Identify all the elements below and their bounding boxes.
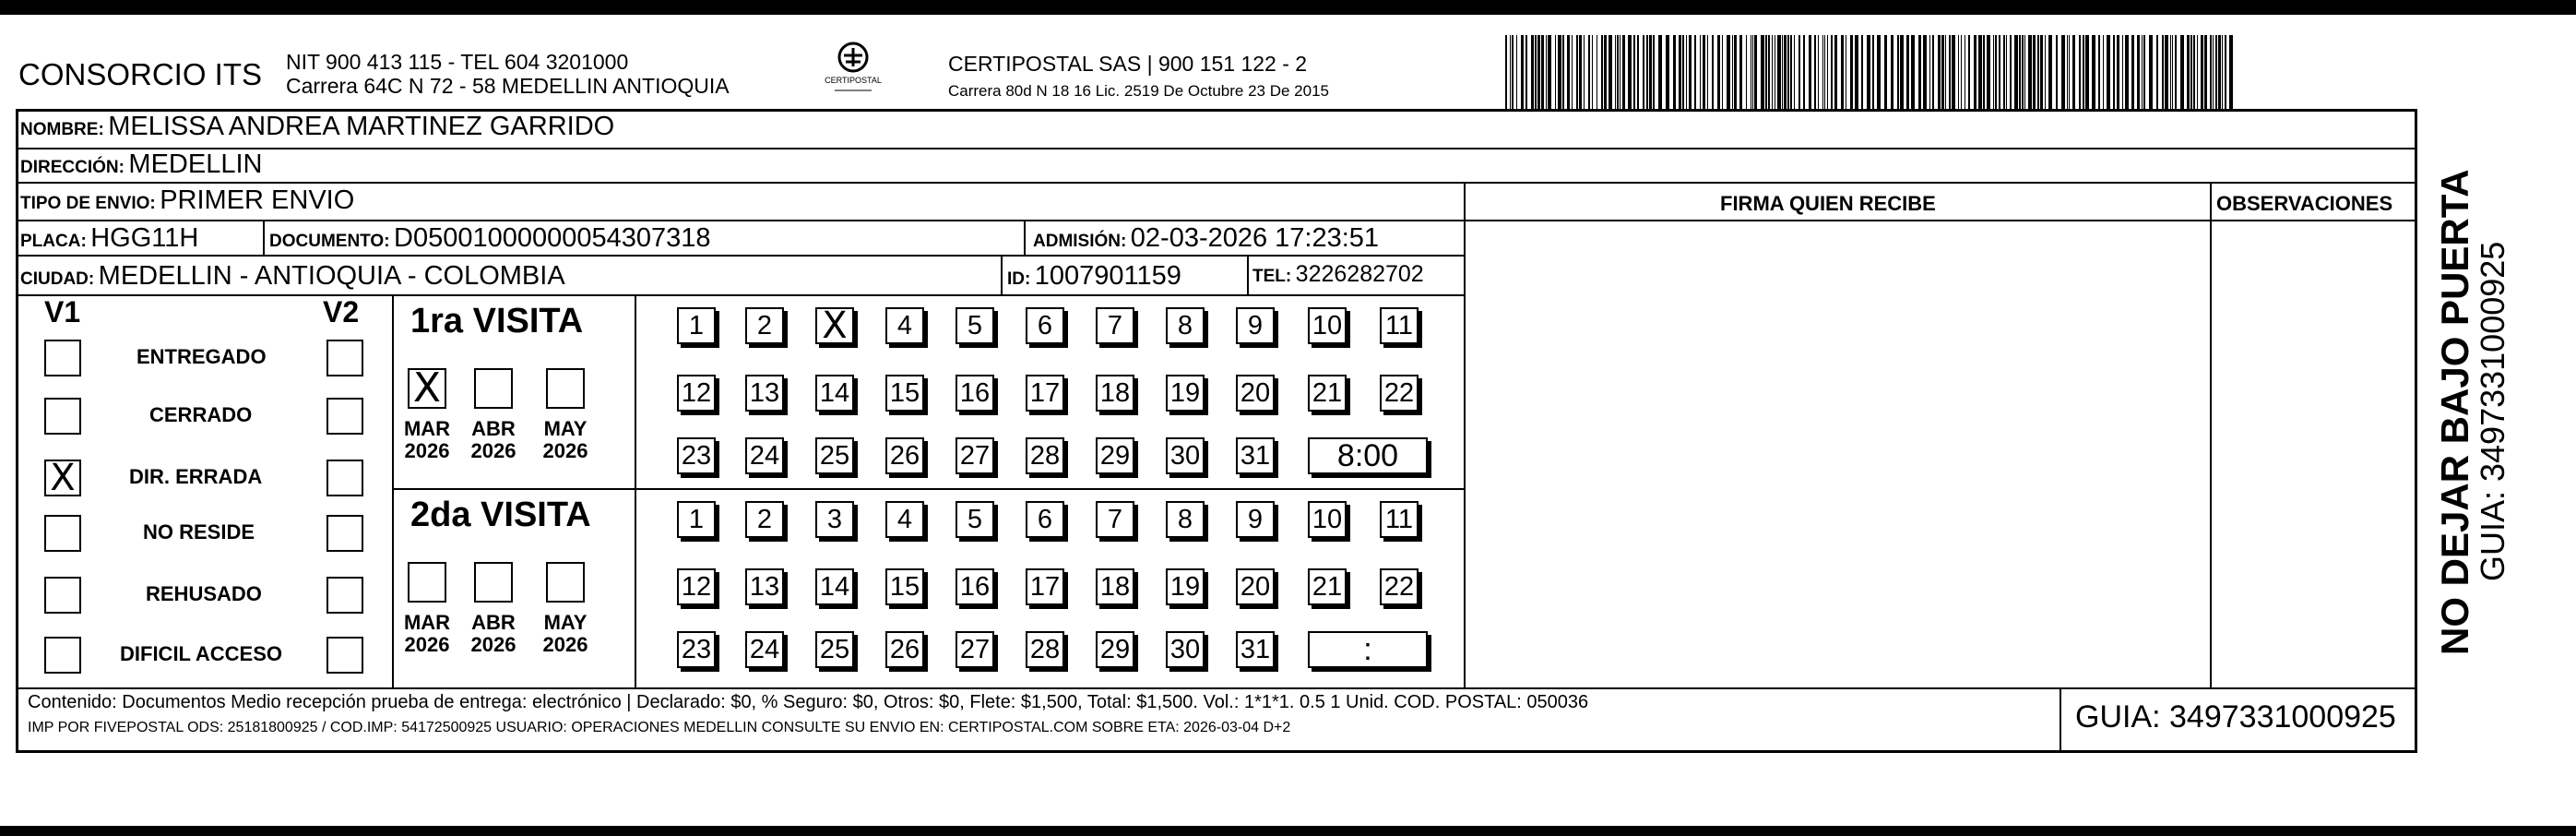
side-guia-text: GUIA: 3497331000925 bbox=[2474, 241, 2511, 581]
imp-line: IMP POR FIVEPOSTAL ODS: 25181800925 / COD.IMP: 54172500925 USUARIO: OPERACIONES MEDELLIN CONSULTE SU ENVIO EN: CERTIPOSTAL.COM SOBRE ETA: 2026-03-04 D+2 bbox=[28, 720, 1291, 735]
day-box[interactable]: 8 bbox=[1166, 307, 1205, 344]
no-dejar-text: NO DEJAR BAJO PUERTA bbox=[2433, 169, 2476, 655]
day-box[interactable]: 10 bbox=[1308, 307, 1347, 344]
v2-checkbox[interactable] bbox=[326, 637, 363, 674]
tel-value: 3226282702 bbox=[1295, 261, 1424, 287]
day-box[interactable]: 11 bbox=[1380, 501, 1419, 538]
day-box[interactable]: 27 bbox=[956, 631, 994, 668]
day-box[interactable]: 25 bbox=[815, 631, 854, 668]
day-box[interactable]: 14 bbox=[815, 375, 854, 412]
field-id: ID: 1007901159 bbox=[1007, 261, 1181, 291]
day-box[interactable]: 24 bbox=[745, 437, 784, 474]
day-box[interactable]: 26 bbox=[885, 437, 924, 474]
month-name: MAY bbox=[543, 417, 588, 440]
day-box[interactable]: 6 bbox=[1026, 307, 1064, 344]
month-year: 2026 bbox=[542, 439, 588, 462]
day-box[interactable]: 5 bbox=[956, 501, 994, 538]
month-checkbox[interactable]: X bbox=[408, 368, 446, 409]
v1-checkbox[interactable] bbox=[44, 340, 81, 376]
day-box[interactable]: X bbox=[815, 307, 854, 344]
day-box[interactable]: 14 bbox=[815, 568, 854, 605]
month-name: MAR bbox=[403, 417, 451, 440]
month-year: 2026 bbox=[542, 633, 588, 656]
direccion-value: MEDELLIN bbox=[128, 149, 263, 179]
day-box[interactable]: 30 bbox=[1166, 437, 1205, 474]
field-tel: TEL: 3226282702 bbox=[1252, 261, 1424, 287]
day-box[interactable]: 13 bbox=[745, 568, 784, 605]
day-box[interactable]: 20 bbox=[1236, 375, 1275, 412]
day-box[interactable]: 4 bbox=[885, 307, 924, 344]
shipping-form bbox=[16, 109, 2417, 753]
day-box[interactable]: 6 bbox=[1026, 501, 1064, 538]
day-box[interactable]: 7 bbox=[1096, 501, 1134, 538]
certi-line: CERTIPOSTAL SAS | 900 151 122 - 2 bbox=[948, 52, 1308, 76]
field-admision: ADMISIÓN: 02-03-2026 17:23:51 bbox=[1033, 223, 1380, 253]
guia-footer: GUIA: 3497331000925 bbox=[2075, 699, 2396, 734]
day-box[interactable]: 1 bbox=[677, 501, 716, 538]
company-name: CONSORCIO ITS bbox=[18, 57, 263, 91]
status-label: DIFICIL ACCESO bbox=[120, 642, 283, 665]
time-box[interactable]: 8:00 bbox=[1308, 437, 1428, 474]
top-border bbox=[0, 0, 2576, 15]
v1-header: V1 bbox=[44, 295, 81, 328]
month-name: ABR bbox=[471, 417, 516, 440]
admision-value: 02-03-2026 17:23:51 bbox=[1130, 223, 1380, 253]
v2-header: V2 bbox=[323, 295, 360, 328]
day-box[interactable]: 22 bbox=[1380, 375, 1419, 412]
day-box[interactable]: 26 bbox=[885, 631, 924, 668]
month-label bbox=[395, 418, 459, 462]
month-checkbox[interactable] bbox=[408, 562, 446, 603]
status-label: NO RESIDE bbox=[143, 520, 255, 543]
visit-title: 1ra VISITA bbox=[410, 302, 584, 340]
day-box[interactable]: 28 bbox=[1026, 631, 1064, 668]
v1-checkbox[interactable] bbox=[44, 515, 81, 552]
day-box[interactable]: 22 bbox=[1380, 568, 1419, 605]
day-box[interactable]: 21 bbox=[1308, 375, 1347, 412]
day-box[interactable]: 11 bbox=[1380, 307, 1419, 344]
bottom-border bbox=[0, 826, 2576, 836]
nombre-value: MELISSA ANDREA MARTINEZ GARRIDO bbox=[108, 112, 615, 141]
v2-checkbox[interactable] bbox=[326, 398, 363, 435]
tipo-envio-value: PRIMER ENVIO bbox=[160, 185, 355, 215]
day-box[interactable]: 31 bbox=[1236, 631, 1275, 668]
v2-checkbox[interactable] bbox=[326, 577, 363, 614]
address-line: Carrera 64C N 72 - 58 MEDELLIN ANTIOQUIA bbox=[286, 74, 730, 98]
day-box[interactable]: 23 bbox=[677, 631, 716, 668]
field-nombre: NOMBRE: MELISSA ANDREA MARTINEZ GARRIDO bbox=[20, 112, 615, 141]
day-box[interactable]: 5 bbox=[956, 307, 994, 344]
v1-checkbox[interactable] bbox=[44, 398, 81, 435]
day-box[interactable]: 31 bbox=[1236, 437, 1275, 474]
day-box[interactable]: 15 bbox=[885, 375, 924, 412]
day-box[interactable]: 30 bbox=[1166, 631, 1205, 668]
observaciones-header: OBSERVACIONES bbox=[2216, 192, 2393, 215]
field-direccion: DIRECCIÓN: MEDELLIN bbox=[20, 149, 263, 179]
placa-value: HGG11H bbox=[90, 223, 199, 253]
day-box[interactable]: 7 bbox=[1096, 307, 1134, 344]
contenido-line: Contenido: Documentos Medio recepción prueba de entrega: electrónico | Declarado: $0, % Seguro: $0, Otros: $0, Flete: $1,500, Total: $1,500. Vol.: 1*1*1. 0.5 1 Unid. COD. POSTAL: 050036 bbox=[28, 692, 1589, 712]
company-info bbox=[286, 50, 730, 98]
month-year: 2026 bbox=[404, 439, 450, 462]
month-checkbox[interactable] bbox=[546, 368, 585, 409]
certipostal-info bbox=[948, 50, 1329, 105]
day-box[interactable]: 17 bbox=[1026, 568, 1064, 605]
month-year: 2026 bbox=[470, 439, 516, 462]
day-box[interactable]: 24 bbox=[745, 631, 784, 668]
month-label bbox=[533, 418, 598, 462]
month-label bbox=[461, 418, 526, 462]
day-box[interactable]: 17 bbox=[1026, 375, 1064, 412]
month-checkbox[interactable] bbox=[474, 368, 513, 409]
month-year: 2026 bbox=[470, 633, 516, 656]
day-box[interactable]: 12 bbox=[677, 568, 716, 605]
month-label bbox=[533, 612, 598, 656]
barcode bbox=[1503, 35, 2237, 109]
day-box[interactable]: 19 bbox=[1166, 375, 1205, 412]
v1-checkbox[interactable] bbox=[44, 637, 81, 674]
day-box[interactable]: 9 bbox=[1236, 307, 1275, 344]
day-box[interactable]: 2 bbox=[745, 307, 784, 344]
field-ciudad: CIUDAD: MEDELLIN - ANTIOQUIA - COLOMBIA bbox=[20, 261, 565, 291]
id-value: 1007901159 bbox=[1034, 261, 1181, 291]
day-box[interactable]: 3 bbox=[815, 501, 854, 538]
time-box[interactable]: : bbox=[1308, 631, 1428, 668]
v1-checkbox[interactable] bbox=[44, 577, 81, 614]
field-tipo-envio: TIPO DE ENVIO: PRIMER ENVIO bbox=[20, 185, 355, 215]
day-box[interactable]: 8 bbox=[1166, 501, 1205, 538]
visit-title: 2da VISITA bbox=[410, 496, 591, 534]
day-box[interactable]: 16 bbox=[956, 568, 994, 605]
day-box[interactable]: 23 bbox=[677, 437, 716, 474]
day-box[interactable]: 16 bbox=[956, 375, 994, 412]
month-label bbox=[461, 612, 526, 656]
month-label bbox=[395, 612, 459, 656]
v2-checkbox[interactable] bbox=[326, 340, 363, 376]
day-box[interactable]: 12 bbox=[677, 375, 716, 412]
day-box[interactable]: 27 bbox=[956, 437, 994, 474]
status-label: ENTREGADO bbox=[137, 345, 267, 368]
certi-address: Carrera 80d N 18 16 Lic. 2519 De Octubre 23 De 2015 bbox=[948, 82, 1329, 100]
day-box[interactable]: 18 bbox=[1096, 568, 1134, 605]
day-box[interactable]: 15 bbox=[885, 568, 924, 605]
certipostal-logo bbox=[816, 39, 890, 100]
field-placa: PLACA: HGG11H bbox=[20, 223, 199, 253]
ciudad-value: MEDELLIN - ANTIOQUIA - COLOMBIA bbox=[98, 261, 565, 291]
v1-checkbox[interactable]: X bbox=[44, 460, 81, 496]
day-box[interactable]: 2 bbox=[745, 501, 784, 538]
day-box[interactable]: 10 bbox=[1308, 501, 1347, 538]
day-box[interactable]: 28 bbox=[1026, 437, 1064, 474]
status-label: REHUSADO bbox=[146, 582, 262, 605]
day-box[interactable]: 25 bbox=[815, 437, 854, 474]
month-name: ABR bbox=[471, 611, 516, 634]
day-box[interactable]: 29 bbox=[1096, 631, 1134, 668]
documento-value: D05001000000054307318 bbox=[394, 223, 711, 253]
day-box[interactable]: 9 bbox=[1236, 501, 1275, 538]
field-documento: DOCUMENTO: D05001000000054307318 bbox=[269, 223, 711, 253]
day-box[interactable]: 29 bbox=[1096, 437, 1134, 474]
month-name: MAR bbox=[403, 611, 451, 634]
status-label: CERRADO bbox=[149, 403, 253, 426]
month-name: MAY bbox=[543, 611, 588, 634]
day-box[interactable]: 4 bbox=[885, 501, 924, 538]
firma-header: FIRMA QUIEN RECIBE bbox=[1720, 192, 1936, 215]
month-checkbox[interactable] bbox=[546, 562, 585, 603]
nit-line: NIT 900 413 115 - TEL 604 3201000 bbox=[286, 50, 629, 74]
logo-lettering: CERTIPOSTAL bbox=[825, 76, 882, 85]
v2-checkbox[interactable] bbox=[326, 460, 363, 496]
day-box[interactable]: 13 bbox=[745, 375, 784, 412]
status-label: DIR. ERRADA bbox=[129, 465, 263, 488]
v2-checkbox[interactable] bbox=[326, 515, 363, 552]
day-box[interactable]: 19 bbox=[1166, 568, 1205, 605]
day-box[interactable]: 21 bbox=[1308, 568, 1347, 605]
day-box[interactable]: 20 bbox=[1236, 568, 1275, 605]
day-box[interactable]: 1 bbox=[677, 307, 716, 344]
day-box[interactable]: 18 bbox=[1096, 375, 1134, 412]
month-year: 2026 bbox=[404, 633, 450, 656]
month-checkbox[interactable] bbox=[474, 562, 513, 603]
